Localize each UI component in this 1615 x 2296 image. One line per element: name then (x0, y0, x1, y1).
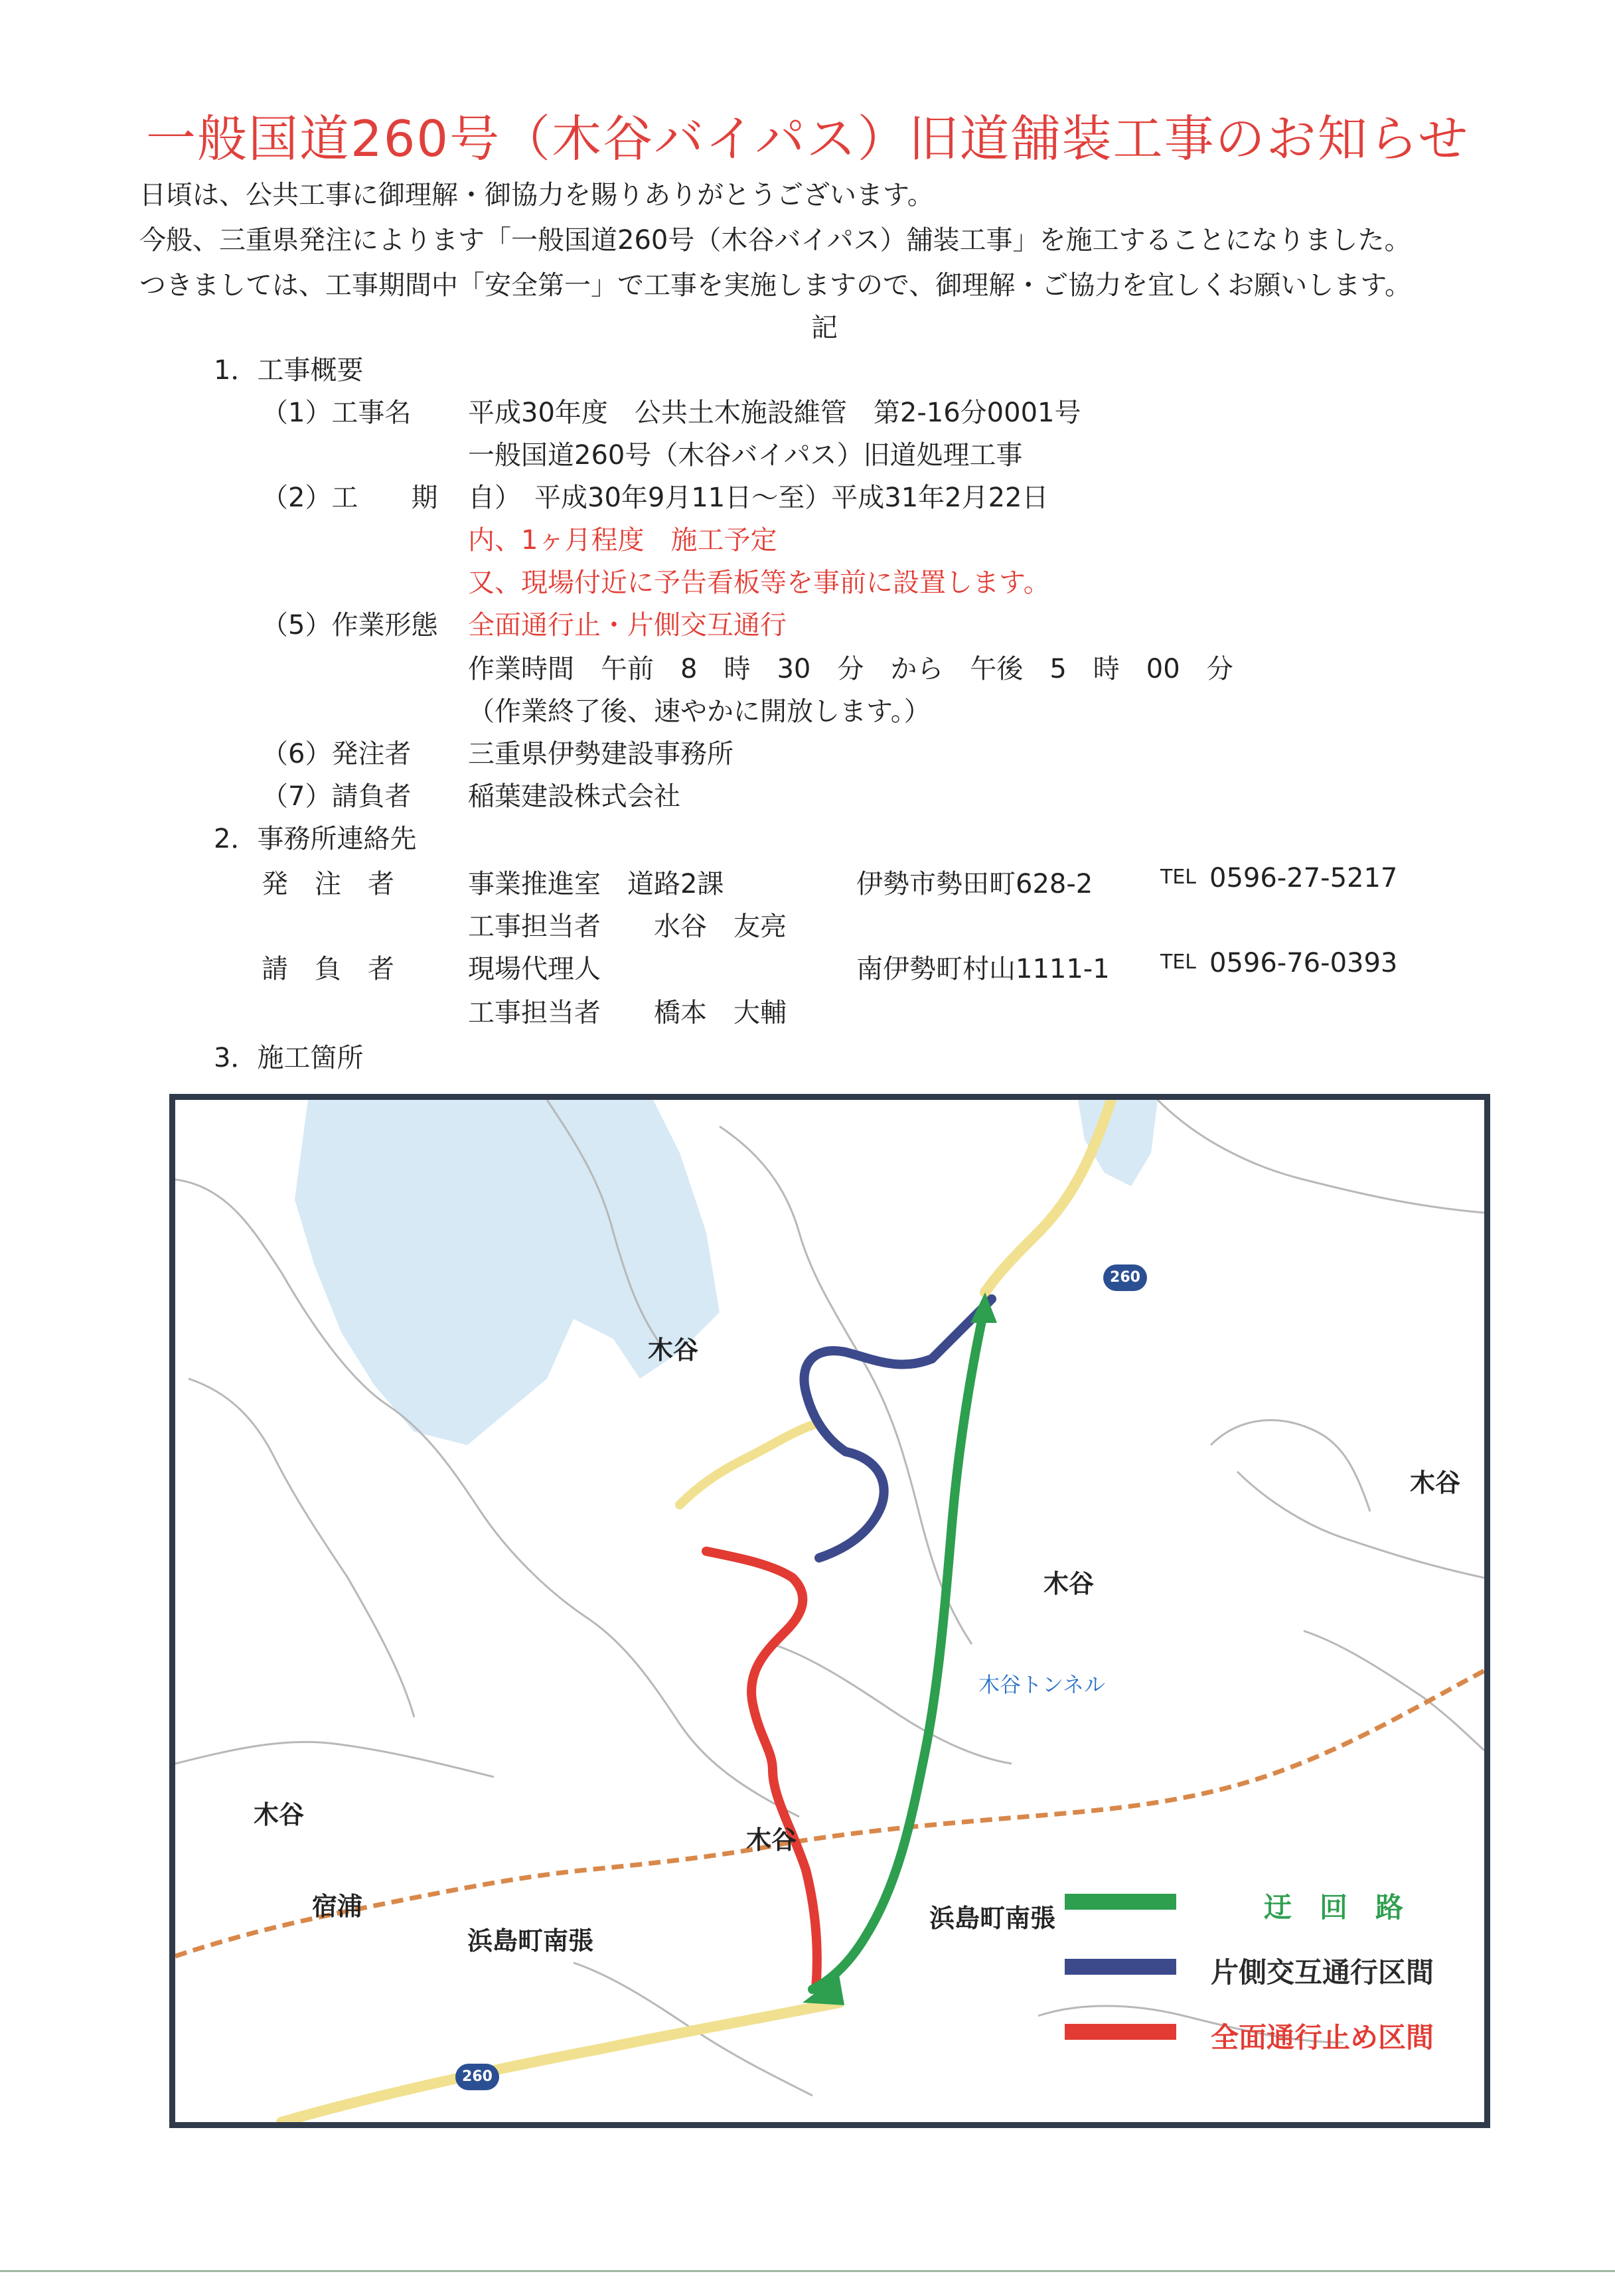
construction-site-map (169, 1094, 1490, 2128)
work-name-line2: 一般国道260号（木谷バイパス）旧道処理工事 (468, 440, 1023, 471)
legend-detour-label: 迂 回 路 (1264, 1891, 1404, 1924)
contact-tel: 0596-76-0393 (1209, 948, 1398, 978)
legend-detour-swatch (1065, 1894, 1176, 1910)
period-note-2: 又、現場付近に予告看板等を事前に設置します。 (468, 568, 1050, 598)
ki-marker: 記 (811, 313, 838, 343)
legend-closure-swatch (1065, 2024, 1176, 2040)
place-label-kitani: 木谷 (254, 1800, 305, 1829)
contact-dept: 現場代理人 (468, 954, 601, 984)
place-label-shukuura: 宿浦 (312, 1892, 363, 1921)
contact-role: 発 注 者 (262, 869, 394, 899)
work-form-label: （5）作業形態 (262, 610, 438, 641)
work-form-value: 全面通行止・片側交互通行 (468, 610, 787, 641)
road-260-south (281, 2003, 839, 2122)
intro-line-1: 日頃は、公共工事に御理解・御協力を賜りありがとうございます。 (139, 180, 934, 210)
place-label-hamajima: 浜島町南張 (929, 1904, 1056, 1933)
page-title: 一般国道260号（木谷バイパス）旧道舗装工事のお知らせ (146, 110, 1470, 168)
contractor-label: （7）請負者 (262, 781, 412, 812)
place-label-kitani: 木谷 (1410, 1468, 1461, 1497)
bottom-rule (0, 2270, 1615, 2272)
old-road-yellow (680, 1425, 812, 1505)
tunnel-label: 木谷トンネル (978, 1672, 1106, 1697)
section2-heading: 2．事務所連絡先 (214, 824, 417, 854)
section1-heading: 1．工事概要 (214, 355, 364, 386)
work-name-label: （1）工事名 (262, 398, 412, 428)
contact-person: 工事担当者 橋本 大輔 (468, 998, 787, 1028)
work-hours: 作業時間 午前 8 時 30 分 から 午後 5 時 00 分 (468, 654, 1233, 684)
contact-tel: 0596-27-5217 (1209, 863, 1398, 893)
place-label-kitani: 木谷 (746, 1825, 797, 1855)
legend-one-lane-swatch (1065, 1959, 1176, 1975)
legend-one-lane-label: 片側交互通行区間 (1211, 1956, 1434, 1989)
contact-address: 南伊勢町村山1111-1 (856, 954, 1110, 984)
client-label: （6）発注者 (262, 739, 412, 769)
route-260-badge: 260 (1103, 1264, 1147, 1291)
contact-tel-label: TEL (1160, 866, 1196, 889)
contact-tel-label: TEL (1160, 951, 1196, 974)
work-name-line1: 平成30年度 公共土木施設維管 第2-16分0001号 (468, 398, 1081, 428)
work-note: （作業終了後、速やかに開放します。） (468, 696, 931, 727)
contact-address: 伊勢市勢田町628-2 (856, 869, 1093, 899)
detour-route (812, 1306, 985, 1989)
route-260-badge: 260 (455, 2064, 499, 2090)
contact-role: 請 負 者 (262, 954, 394, 984)
place-label-hamajima: 浜島町南張 (467, 1926, 594, 1955)
water-body (295, 1100, 720, 1445)
intro-line-2: 今般、三重県発注によります「一般国道260号（木谷バイパス）舗装工事」を施工することになりました。 (139, 225, 1411, 256)
contact-dept: 事業推進室 道路2課 (468, 869, 724, 899)
place-label-kitani: 木谷 (1043, 1569, 1095, 1598)
contractor-value: 稲葉建設株式会社 (468, 781, 680, 812)
period-note-1: 内、1ヶ月程度 施工予定 (468, 525, 777, 556)
contact-person: 工事担当者 水谷 友亮 (468, 911, 787, 942)
period-value: 自） 平成30年9月11日～至）平成31年2月22日 (468, 483, 1049, 513)
period-label: （2）工 期 (262, 483, 438, 513)
section3-heading: 3．施工箇所 (214, 1043, 364, 1073)
intro-line-3: つきましては、工事期間中「安全第一」で工事を実施しますので、御理解・ご協力を宜しくお願いします。 (139, 270, 1411, 301)
legend-closure-label: 全面通行止め区間 (1211, 2021, 1434, 2054)
client-value: 三重県伊勢建設事務所 (468, 739, 733, 769)
place-label-kitani: 木谷 (648, 1336, 699, 1365)
